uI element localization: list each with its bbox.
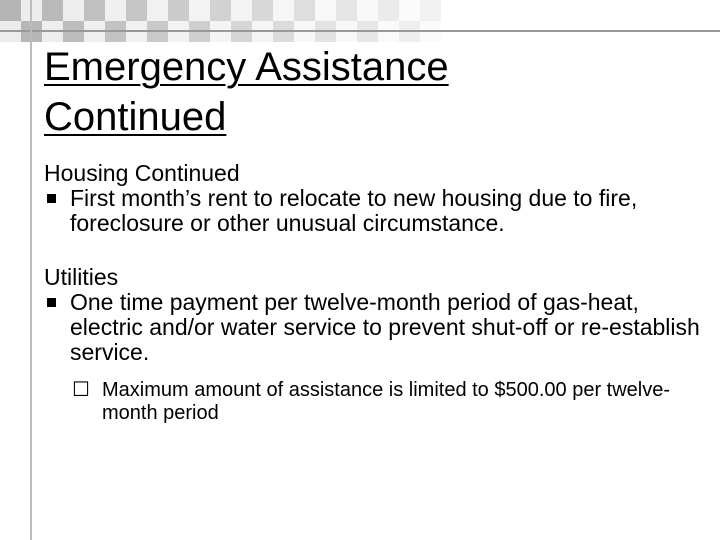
checker-square (231, 0, 252, 21)
checker-square (126, 0, 147, 21)
title-line-1: Emergency Assistance (44, 45, 449, 89)
left-rule (30, 0, 32, 540)
checker-square (252, 0, 273, 21)
checker-square (84, 0, 105, 21)
section-heading-housing: Housing Continued (44, 160, 240, 186)
checker-square (0, 0, 21, 21)
checker-square (63, 0, 84, 21)
bullet-housing (44, 186, 704, 236)
bullet-text: First month’s rent to relocate to new housing due to fire, foreclosure or other unusual circumstance. (70, 185, 638, 236)
checker-square (168, 0, 189, 21)
top-rule (0, 30, 720, 32)
checker-square (294, 0, 315, 21)
decorative-checker-pattern (0, 0, 441, 42)
square-bullet-icon (47, 194, 56, 203)
checker-square (147, 0, 168, 21)
section-heading-utilities: Utilities (44, 264, 119, 290)
checker-square (315, 0, 336, 21)
sub-bullet-maximum (44, 379, 704, 425)
square-bullet-icon (47, 298, 56, 307)
checker-square (42, 0, 63, 21)
checker-square (378, 0, 399, 21)
checker-square (273, 0, 294, 21)
checker-square (105, 0, 126, 21)
checker-square (420, 0, 441, 21)
checker-square (189, 0, 210, 21)
slide-content (44, 160, 704, 425)
slide-title (44, 42, 449, 142)
checker-square (399, 0, 420, 21)
bullet-text: One time payment per twelve-month period of gas-heat, electric and/or water service to prevent shut-off or re-establish service. (70, 289, 700, 365)
checker-square (336, 0, 357, 21)
title-line-2: Continued (44, 95, 227, 139)
checkbox-bullet-icon: ☐ (72, 379, 90, 401)
bullet-utilities (44, 290, 704, 365)
sub-bullet-text: Maximum amount of assistance is limited to $500.00 per twelve-month period (102, 379, 671, 424)
checker-square (210, 0, 231, 21)
checker-square (357, 0, 378, 21)
